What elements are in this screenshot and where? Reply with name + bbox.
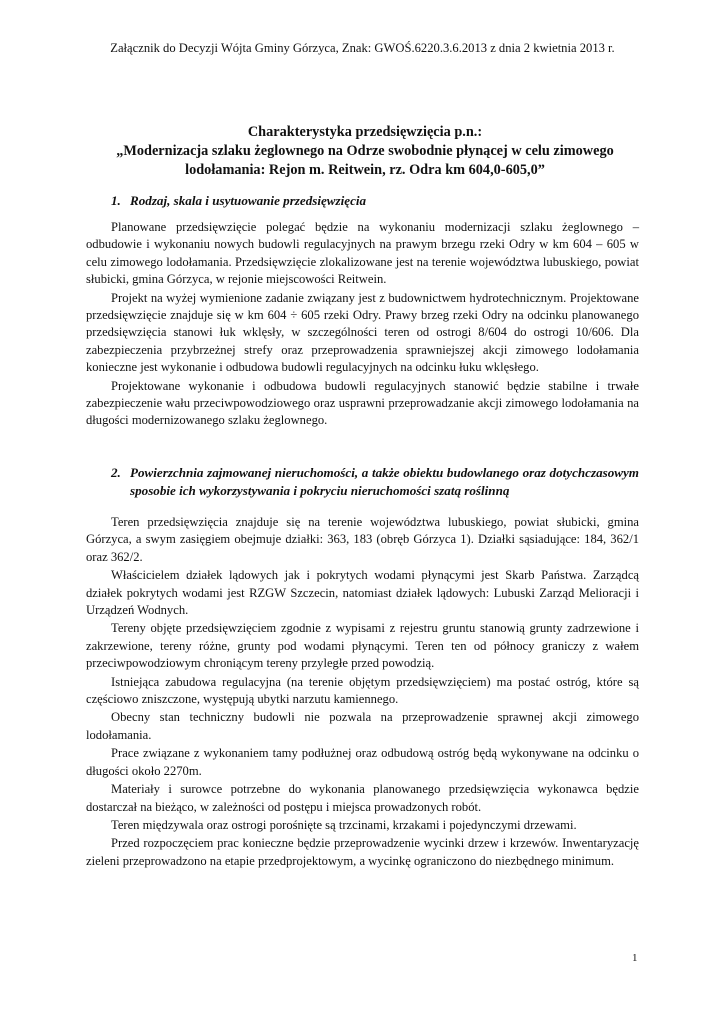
- paragraph: Właścicielem działek lądowych jak i pokrytych wodami płynącymi jest Skarb Państwa. Zarządcą działek pokrytych wodami jest RZGW Szczecin, natomiast działek lądowych: Lubuski Zarząd Melioracji i Urządzeń Wodnych.: [86, 568, 639, 618]
- title-line-2: „Modernizacja szlaku żeglownego na Odrze swobodnie płynącej w celu zimowego lodołamania: Rejon m. Reitwein, rz. Odra km 604,0-605,0”: [116, 143, 614, 178]
- paragraph: Tereny objęte przedsięwzięciem zgodnie z wypisami z rejestru gruntu stanowią grunty zadrzewione i zakrzewione, tereny różne, grunty pod wodami płynącymi. Teren ten od północy graniczy z wałem przeciwpowodziowym chroniącym tereny przyległe przed powodzią.: [86, 621, 639, 671]
- paragraph: Teren międzywala oraz ostrogi porośnięte są trzcinami, krzakami i pojedynczymi drzewami.: [111, 817, 577, 832]
- section-1-heading: [111, 192, 639, 210]
- paragraph: Materiały i surowce potrzebne do wykonania planowanego przedsięwzięcia wykonawca będzie dostarczał na bieżąco, w zależności od postępu i miejsca prowadzonych robót.: [86, 782, 639, 814]
- paragraph: Przed rozpoczęciem prac konieczne będzie przeprowadzenie wycinki drzew i krzewów. Inwentaryzację zieleni przeprowadzono na etapie przedprojektowym, a wycinkę ograniczono do niezbędnego minimum.: [86, 836, 639, 868]
- section-2-title: Powierzchnia zajmowanej nieruchomości, a także obiektu budowlanego oraz dotychczasowym sposobie ich wykorzystywania i pokryciu nieruchomości szatą roślinną: [130, 465, 639, 498]
- section-1-number: 1.: [111, 193, 121, 208]
- document-header: Załącznik do Decyzji Wójta Gminy Górzyca, Znak: GWOŚ.6220.3.6.2013 z dnia 2 kwietnia 2013 r.: [110, 41, 615, 55]
- paragraph: Prace związane z wykonaniem tamy podłużnej oraz odbudową ostróg będą wykonywane na odcinku o długości około 2270m.: [86, 746, 639, 778]
- section-1-title: Rodzaj, skala i usytuowanie przedsięwzięcia: [130, 193, 367, 208]
- section-1-body: [86, 219, 639, 431]
- section-2-heading: [111, 464, 639, 500]
- paragraph: Istniejąca zabudowa regulacyjna (na terenie objętym przedsięwzięciem) ma postać ostróg, które są częściowo zniszczone, występują ubytki narzutu kamiennego.: [86, 674, 639, 707]
- page-number: 1: [632, 952, 638, 964]
- section-2-number: 2.: [111, 465, 121, 480]
- paragraph: Teren przedsięwzięcia znajduje się na terenie województwa lubuskiego, powiat słubicki, gmina Górzyca, a swym zasięgiem obejmuje działki: 363, 183 (obręb Górzyca 1). Działki sąsiadujące: 184, 362/1 oraz 362/2.: [86, 515, 639, 564]
- title-line-1: Charakterystyka przedsięwzięcia p.n.:: [247, 124, 483, 140]
- section-2-body: [86, 514, 639, 871]
- paragraph: Planowane przedsięwzięcie polegać będzie na wykonaniu modernizacji szlaku żeglownego – odbudowie i wykonaniu nowych budowli regulacyjnych na prawym brzegu rzeki Odry w km 604 – 605 w celu zimowego lodołamania. Przedsięwzięcie zlokalizowane jest na terenie województwa lubuskiego, powiat słubicki, gmina Górzyca, w rejonie miejscowości Reitwein.: [86, 220, 639, 287]
- document-title: [95, 123, 635, 180]
- paragraph: Projektowane wykonanie i odbudowa budowli regulacyjnych stanowić będzie stabilne i trwałe zabezpieczenie wału przeciwpowodziowego oraz usprawni przeprowadzanie akcji zimowego lodołamania na długości modernizowanego szlaku żeglownego.: [86, 378, 639, 428]
- paragraph: Projekt na wyżej wymienione zadanie związany jest z budownictwem hydrotechnicznym. Projektowane przedsięwzięcie znajduje się w km 604 ÷ 605 rzeki Odry. Prawy brzeg rzeki Odry na odcinku planowanego przedsięwzięcia stanowi łuk wklęsły, w szczególności teren od ostrogi 8/604 do ostrogi 10/606. Dla zabezpieczenia przybrzeżnej strefy oraz przeprowadzenia sprawniejszej akcji zimowego lodołamania konieczne jest wykonanie i odbudowa budowli regulacyjnych na odcinku łuku wklęsłego.: [86, 290, 639, 375]
- paragraph: Obecny stan techniczny budowli nie pozwala na przeprowadzenie sprawnej akcji zimowego lodołamania.: [86, 710, 639, 742]
